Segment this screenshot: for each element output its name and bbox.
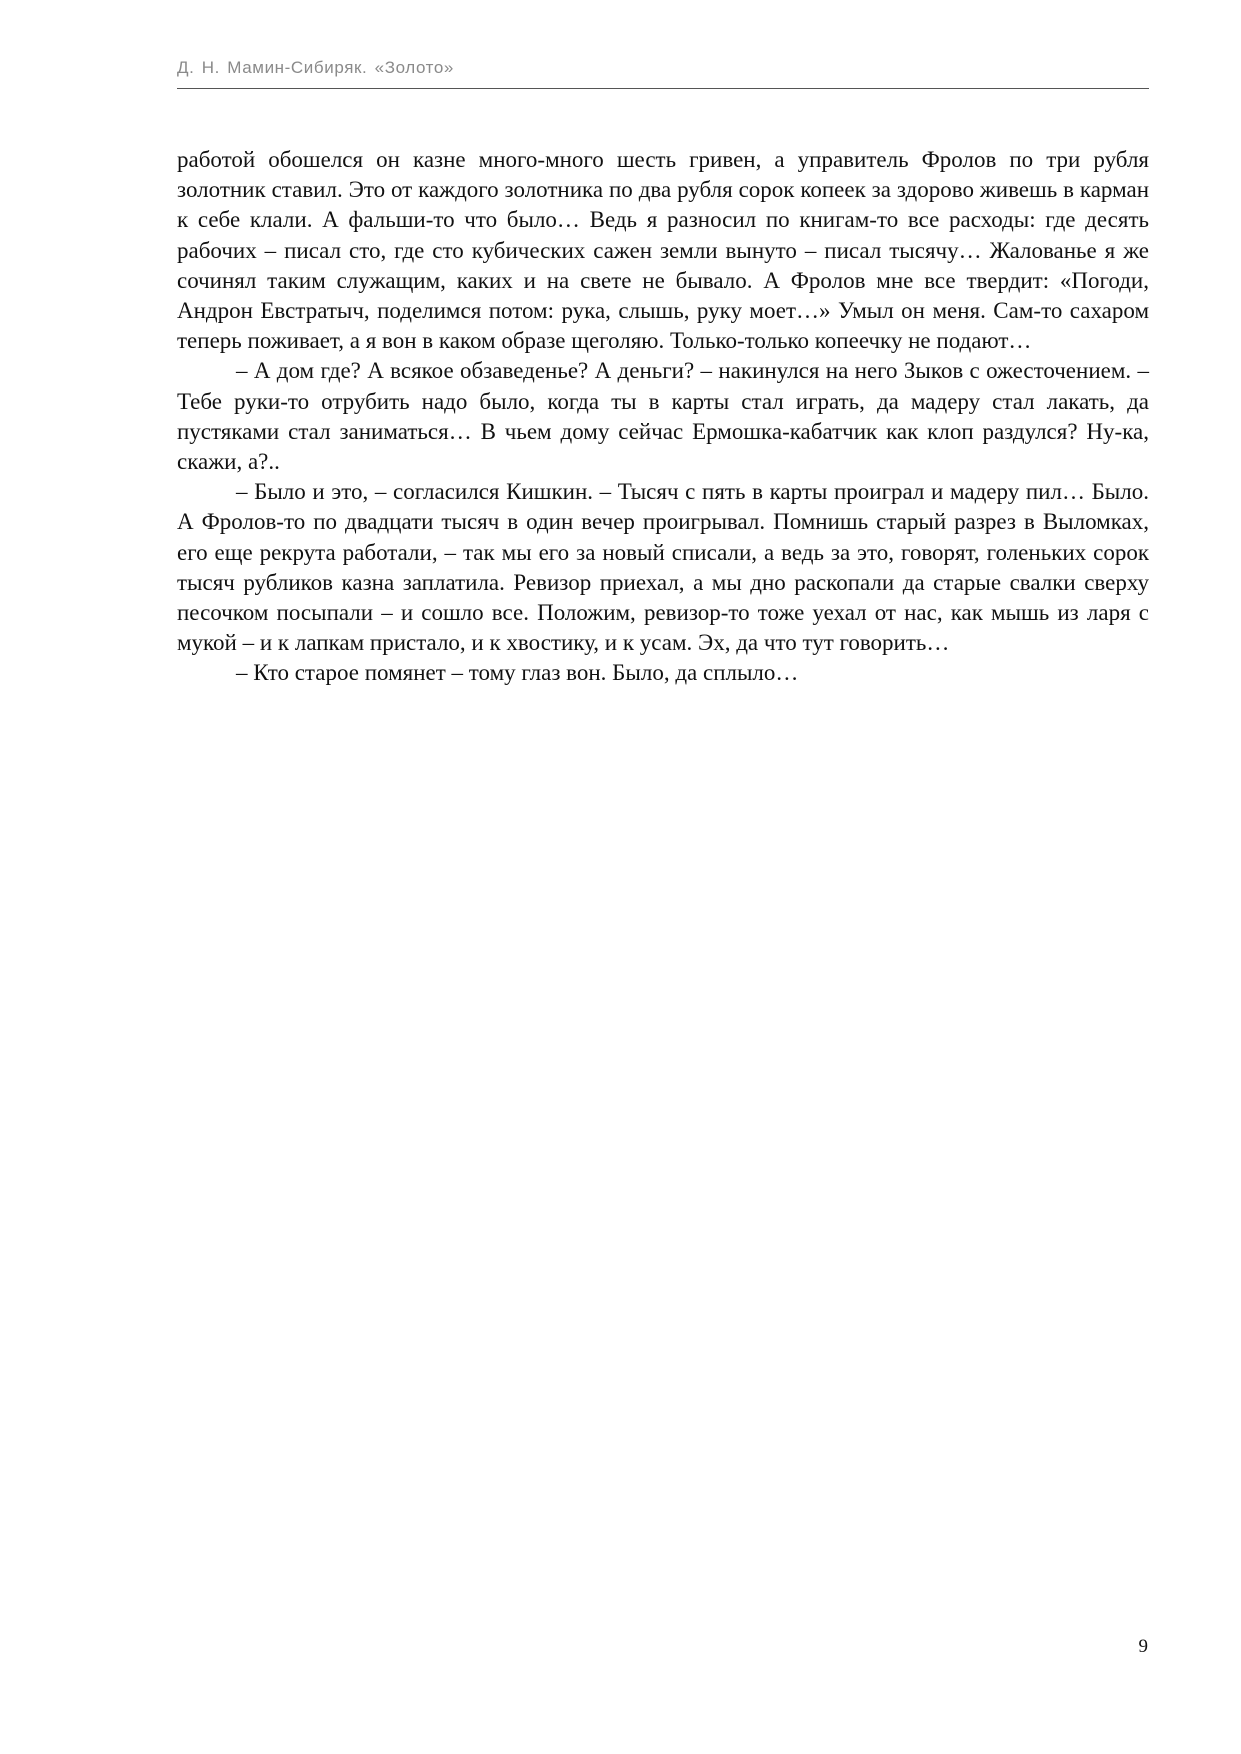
paragraph: – Кто старое помянет – тому глаз вон. Было, да сплыло… <box>236 660 799 686</box>
header-divider <box>177 88 1149 89</box>
running-header: Д. Н. Мамин-Сибиряк. «Золото» <box>177 58 454 77</box>
page-number: 9 <box>1138 1636 1148 1657</box>
paragraph: работой обошелся он казне много-много шесть гривен, а управитель Фролов по три рубля золотник ставил. Это от каждого золотника по два рубля сорок копеек за здорово живешь в карман к себе клали. А фальши-то что было… Ведь я разносил по книгам-то все расходы: где десять рабочих – писал сто, где сто кубических сажен земли вынуто – писал тысячу… Жалованье я же сочинял таким служащим, каких и на свете не бывало. А Фролов мне все твердит: «Погоди, Андрон Евстратыч, поделимся потом: рука, слышь, руку моет…» Умыл он меня. Сам-то сахаром теперь поживает, а я вон в каком образе щеголяю. Только-только копеечку не подают… <box>177 147 1149 354</box>
paragraph: – Было и это, – согласился Кишкин. – Тысяч с пять в карты проиграл и мадеру пил… Было. А Фролов-то по двадцати тысяч в один вечер проигрывал. Помнишь старый разрез в Выломках, его еще рекрута работали, – так мы его за новый списали, а ведь за это, говорят, голеньких сорок тысяч рубликов казна заплатила. Ревизор приехал, а мы дно раскопали да старые свалки сверху песочком посыпали – и сошло все. Положим, ревизор-то тоже уехал от нас, как мышь из ларя с мукой – и к лапкам пристало, и к хвостику, и к усам. Эх, да что тут говорить… <box>177 479 1149 656</box>
body-text <box>177 145 1149 689</box>
paragraph: – А дом где? А всякое обзаведенье? А деньги? – накинулся на него Зыков с ожесточением. – Тебе руки-то отрубить надо было, когда ты в карты стал играть, да мадеру стал лакать, да пустяками стал заниматься… В чьем дому сейчас Ермошка-кабатчик как клоп раздулся? Ну-ка, скажи, а?.. <box>177 358 1149 475</box>
